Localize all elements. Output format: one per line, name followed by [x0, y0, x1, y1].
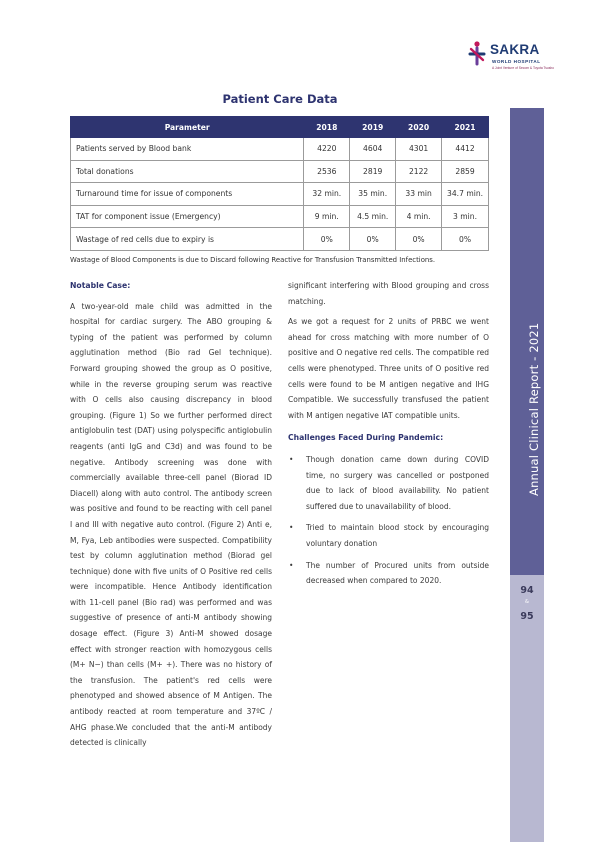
- table-header-row: [71, 117, 489, 138]
- table-row: [71, 205, 489, 228]
- cross-matching-paragraph: As we got a request for 2 units of PRBC we went ahead for cross matching with more number of O positive and O negative red cells. The compatible red cells were phenotyped. Three units of O positive red cells were found to be M antigen negative and IHG Compatible. We successfully transfused the patient with M antigen negative IAT compatible units.: [288, 317, 489, 420]
- table-row: [71, 138, 489, 161]
- table-row: [71, 228, 489, 251]
- page-number-ampersand: &: [525, 599, 529, 605]
- header-parameter: Parameter: [71, 117, 304, 138]
- row-value: 34.7 min.: [442, 183, 489, 206]
- row-value: 2122: [396, 160, 442, 183]
- list-item-text: Tried to maintain blood stock by encouraging voluntary donation: [306, 523, 489, 548]
- list-item: [288, 452, 489, 514]
- list-item-text: The number of Procured units from outside decreased when compared to 2020.: [306, 560, 489, 586]
- row-value: 3 min.: [442, 205, 489, 228]
- bullet-icon: •: [289, 454, 294, 464]
- table-row: [71, 183, 489, 206]
- table-row: [71, 160, 489, 183]
- pandemic-challenges-list: [288, 452, 489, 589]
- notable-case-paragraph: A two-year-old male child was admitted in the hospital for cardiac surgery. The ABO grouping & typing of the patient was performed by column agglutination method (Bio rad Gel technique). Forward grouping showed the group as O positive, while in the reverse grouping serum was reactive with O cells also causing discrepancy in blood grouping. (Figure 1) So we further performed direct antiglobulin test (DAT) using polyspecific antiglobulin reagents (anti IgG and C3d) and was found to be negative. Antibody screening was done with commercially available three-cell panel (Biorad ID Diacell) along with auto control. The antibody screen was positive and found to be reacting with cell panel I and III with negative auto control. (Figure 2) Anti e, M, Fya, Leb antibodies were suspected. Compatibility test by column agglutination method (Biorad gel technique) done with five units of O Positive red cells were incompatible. Hence Antibody identification with 11-cell panel (Bio rad) was performed and was suggestive of presence of anti-M antibody showing dosage effect. (Figure 3) Anti-M showed dosage effect with stronger reaction with homozygous cells (M+ N−) than cells (M+ +). There was no history of the transfusion. The patient's red cells were phenotyped and showed absence of M Antigen. The antibody reacted at room temperature and 37ºC / AHG phase.We concluded that the anti-M antibody detected is clinically: [70, 301, 272, 748]
- left-column: [70, 278, 272, 751]
- row-value: 33 min: [396, 183, 442, 206]
- header-year: 2019: [350, 117, 396, 138]
- row-value: 0%: [442, 228, 489, 251]
- row-value: 2536: [304, 160, 350, 183]
- header-year: 2021: [442, 117, 489, 138]
- row-value: 4301: [396, 138, 442, 161]
- right-column: [288, 278, 489, 595]
- logo-tagline: A Joint Venture of Secom & Toyota Tsusho: [492, 66, 555, 70]
- report-title-vertical: Annual Clinical Report - 2021: [527, 322, 541, 496]
- row-parameter: Wastage of red cells due to expiry is: [71, 228, 304, 251]
- row-value: 35 min.: [350, 183, 396, 206]
- list-item-text: Though donation came down during COVID time, no surgery was cancelled or postponed due to lack of blood availability. No patient suffered due to unavailability of blood.: [306, 454, 489, 511]
- row-value: 4 min.: [396, 205, 442, 228]
- logo-mark-icon: [468, 40, 490, 66]
- row-value: 4.5 min.: [350, 205, 396, 228]
- row-parameter: Turnaround time for issue of components: [71, 183, 304, 206]
- row-value: 0%: [350, 228, 396, 251]
- page-number-left: 94: [520, 585, 534, 596]
- logo-name: SAKRA: [490, 42, 540, 57]
- row-value: 0%: [304, 228, 350, 251]
- row-parameter: Total donations: [71, 160, 304, 183]
- section-title: Patient Care Data: [222, 92, 338, 106]
- row-parameter: TAT for component issue (Emergency): [71, 205, 304, 228]
- header-year: 2018: [304, 117, 350, 138]
- notable-case-heading: Notable Case:: [70, 281, 131, 290]
- row-value: 4220: [304, 138, 350, 161]
- row-value: 0%: [396, 228, 442, 251]
- row-value: 4604: [350, 138, 396, 161]
- row-value: 2819: [350, 160, 396, 183]
- row-parameter: Patients served by Blood bank: [71, 138, 304, 161]
- row-value: 32 min.: [304, 183, 350, 206]
- page-number-right: 95: [520, 611, 534, 622]
- patient-care-table: [70, 116, 489, 251]
- hospital-logo: [468, 40, 568, 90]
- row-value: 9 min.: [304, 205, 350, 228]
- list-item: [288, 520, 489, 551]
- case-continuation-paragraph: significant interfering with Blood grouping and cross matching.: [288, 281, 489, 306]
- header-year: 2020: [396, 117, 442, 138]
- list-item: [288, 558, 489, 589]
- bullet-icon: •: [289, 523, 294, 533]
- bullet-icon: •: [289, 560, 294, 570]
- table-footnote: Wastage of Blood Components is due to Discard following Reactive for Transfusion Transmitted Infections.: [70, 256, 436, 264]
- row-value: 4412: [442, 138, 489, 161]
- pandemic-challenges-heading: Challenges Faced During Pandemic:: [288, 433, 444, 443]
- row-value: 2859: [442, 160, 489, 183]
- logo-subtitle: WORLD HOSPITAL: [492, 59, 541, 64]
